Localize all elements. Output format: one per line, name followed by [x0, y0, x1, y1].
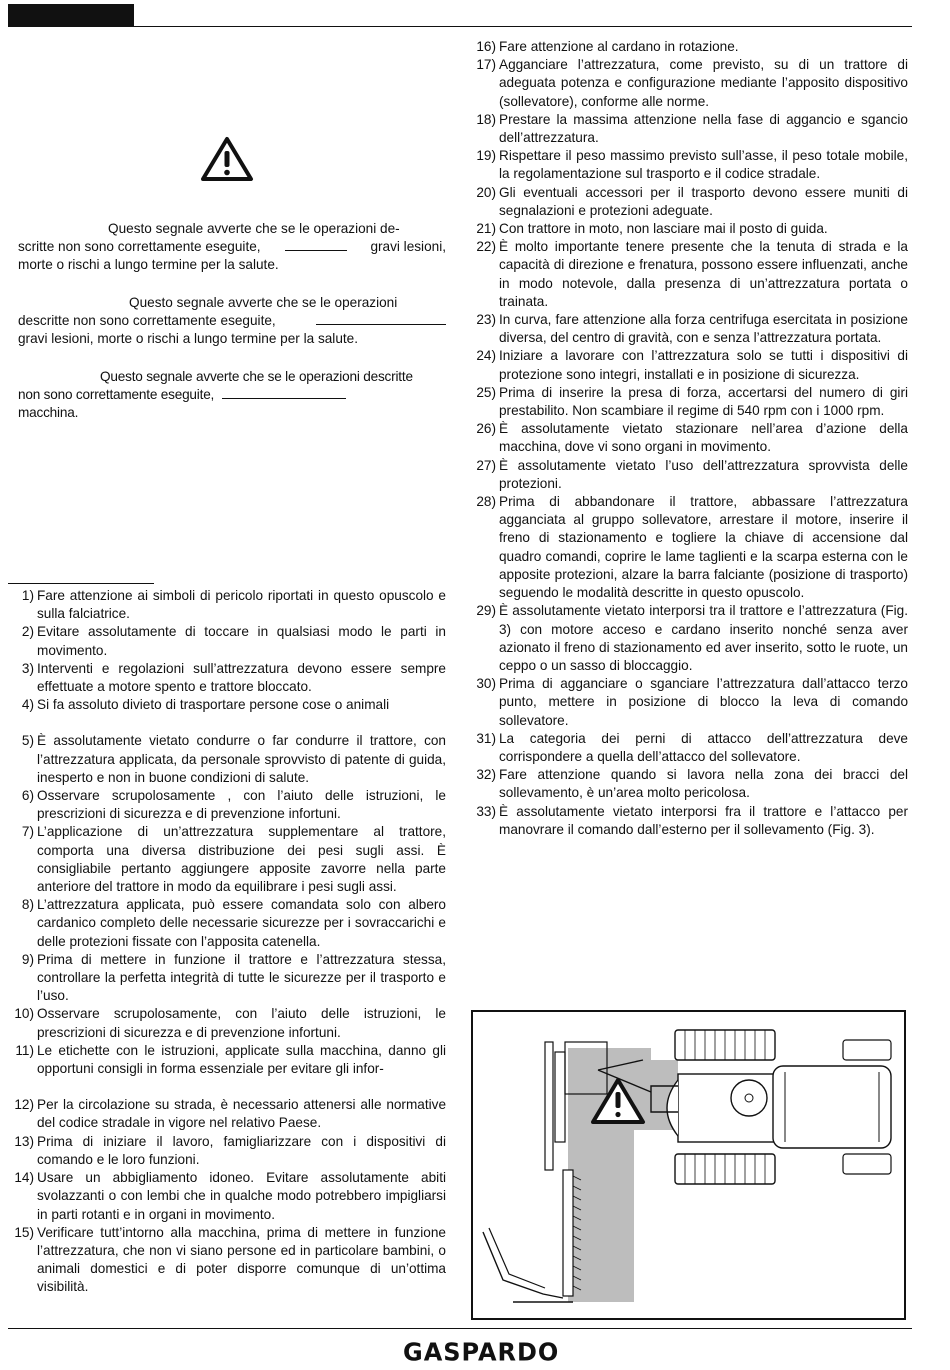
rule-text: Prima di mettere in funzione il trattore e l’attrezzatura stessa, controllare la perfetta integrità di tutte le sicurezze per il trasporto e l’uso. [37, 951, 446, 1004]
rule-number: 20) [476, 184, 496, 200]
rule-item [8, 823, 446, 896]
rule-number: 15) [14, 1224, 34, 1240]
rule-number: 29) [476, 603, 496, 619]
rule-item [8, 1224, 446, 1297]
signal-danger [18, 220, 446, 274]
safety-rules-right [470, 38, 908, 839]
rule-number: 19) [476, 148, 496, 164]
rule-item [8, 1096, 446, 1132]
signal-danger-line2a: scritte non sono correttamente eseguite, [18, 239, 261, 254]
rule-item [470, 184, 908, 220]
rule-text: L’applicazione di un’attrezzatura supplementare al trattore, comporta una diversa distribuzione dei pesi sugli assi. È consigliabile pertanto aggiungere apposite zavorre nella parte anteriore del trattore in modo da equilibrare i pesi sugli assi. [37, 824, 446, 895]
rule-item [8, 787, 446, 823]
rule-number: 4) [21, 697, 34, 713]
rule-item [470, 803, 908, 839]
rule-text: Fare attenzione al cardano in rotazione. [499, 39, 739, 54]
rule-item [8, 587, 446, 623]
rule-item [470, 238, 908, 311]
rule-number: 3) [21, 660, 34, 676]
rule-number: 1) [21, 588, 34, 603]
rule-text: È molto importante tenere presente che la tenuta di strada e la capacità di direzione e frenatura, possono essere influenzati, anche in modo notevole, dalla presenza di un’attrezzatura portata o trainata. [499, 239, 908, 309]
rule-number: 16) [476, 39, 496, 54]
rule-number: 31) [476, 730, 496, 746]
rule-text: È assolutamente vietato interporsi fra il trattore e l’attacco per manovrare il comando dall’esterno per il sollevamento (Fig. 3). [499, 803, 908, 837]
rule-item [470, 384, 908, 420]
section-heading-rule [8, 583, 154, 584]
brand-logo: GASPARDO [403, 1337, 560, 1367]
rule-text: Osservare scrupolosamente, con l’aiuto delle istruzioni, le prescrizioni di sicurezza e di prevenzione infortuni. [37, 1006, 446, 1040]
rule-item [8, 660, 446, 696]
rule-number: 33) [476, 803, 496, 819]
signal-caution-line2: non sono correttamente eseguite, [18, 387, 215, 402]
rule-item [8, 896, 446, 951]
rule-item [470, 311, 908, 347]
signal-warning-line1: Questo segnale avverte che se le operazioni [129, 295, 398, 310]
footer-rule [8, 1328, 912, 1329]
rule-number: 8) [21, 897, 34, 913]
rule-item [8, 696, 446, 714]
rule-text: Fare attenzione quando si lavora nella zona dei bracci del sollevamento, è un’area molto pericolosa. [499, 767, 908, 801]
rule-item [8, 1005, 446, 1041]
rule-item [8, 623, 446, 659]
rule-number: 30) [476, 676, 496, 692]
rule-text: Evitare assolutamente di toccare in qualsiasi modo le parti in movimento. [37, 624, 446, 658]
rule-text: Prima di iniziare il lavoro, famigliarizzare con i dispositivi di comando e le loro funzioni. [37, 1133, 446, 1167]
rule-number: 24) [476, 348, 496, 364]
signal-warning-blank [316, 312, 446, 325]
rule-text: Rispettare il peso massimo previsto sull’asse, il peso totale mobile, la regolamentazione sul trasporto e il codice stradale. [499, 148, 908, 182]
rule-text: Per la circolazione su strada, è necessario attenersi alle normative del codice stradale in vigore nel relativo Paese. [37, 1097, 446, 1131]
rule-text: Le etichette con le istruzioni, applicate sulla macchina, danno gli opportuni consigli in forma essenziale per evitare gli infor- [37, 1042, 446, 1077]
rule-text: Prima di inserire la presa di forza, accertarsi del numero di giri prestabilito. Non scambiare il regime di 540 rpm con i 1000 rpm. [499, 384, 908, 419]
rule-number: 22) [476, 239, 496, 255]
signal-danger-line3: morte o rischi a lungo termine per la salute. [18, 257, 279, 272]
rule-text: La categoria dei perni di attacco dell’attrezzatura deve corrispondere a quella dell’attacco del sollevatore. [499, 730, 908, 764]
rule-number: 28) [476, 494, 496, 510]
header-tab [8, 4, 134, 27]
rule-item [8, 1042, 446, 1078]
rule-item [470, 347, 908, 383]
rule-text: Osservare scrupolosamente , con l’aiuto delle istruzioni, le prescrizioni di sicurezza e di prevenzione infortuni. [37, 788, 446, 822]
signal-caution [18, 368, 446, 422]
rule-text: Verificare tutt’intorno alla macchina, prima di mettere in funzione l’attrezzatura, che non vi siano persone ed in particolare bambini, o animali domestici e di poter disporre comunque di un’ottima visibilità. [37, 1224, 446, 1295]
rule-text: Interventi e regolazioni sull’attrezzatura devono essere sempre effettuate a motore spento e trattore bloccato. [37, 660, 446, 695]
rule-item [8, 1169, 446, 1224]
signal-warning [18, 294, 446, 348]
signal-danger-line2b: gravi lesioni, [370, 239, 446, 254]
rule-text: Con trattore in moto, non lasciare mai il posto di guida. [499, 221, 828, 237]
rule-number: 7) [21, 824, 34, 840]
rule-text: Fare attenzione ai simboli di pericolo riportati in questo opuscolo e sulla falciatrice. [37, 588, 446, 622]
rule-item [8, 732, 446, 787]
rule-number: 5) [21, 733, 34, 749]
rule-number: 18) [476, 111, 496, 127]
rule-number: 10) [14, 1006, 34, 1022]
rule-number: 9) [21, 951, 34, 967]
rule-number: 27) [476, 457, 496, 473]
rule-text: Usare un abbigliamento idoneo. Evitare assolutamente abiti svolazzanti o con lembi che in qualche modo potrebbero impigliarsi in parti rotanti e in organi in movimento. [37, 1170, 446, 1222]
rule-item [470, 457, 908, 493]
rule-number: 6) [21, 788, 34, 804]
signal-warning-line2: descritte non sono correttamente eseguite, [18, 313, 276, 328]
rule-item [470, 420, 908, 456]
rule-item [470, 38, 908, 56]
header-rule [134, 26, 912, 27]
rule-item [470, 220, 908, 238]
rule-text: L’attrezzatura applicata, può essere comandata solo con albero cardanico completo delle necessarie sicurezze per i sovraccarichi e delle protezioni fissate con l’apposita catenella. [37, 897, 446, 949]
rule-item [470, 675, 908, 730]
rule-text: È assolutamente vietato condurre o far condurre il trattore, con l’attrezzatura applicata, da personale sprovvisto di patente di guida, inesperto e non in buone condizioni di salute. [37, 733, 446, 785]
rule-text: È assolutamente vietato interporsi tra il trattore e l’attrezzatura (Fig. 3) con motore acceso e cardano inserito nonché senza aver azionato il freno di stazionamento ed aver inserito, sotto le ruote, un ceppo o un sasso di bloccaggio. [499, 603, 908, 673]
rule-item [8, 951, 446, 1006]
rule-number: 25) [476, 384, 496, 400]
rule-item [470, 602, 908, 675]
rule-number: 2) [21, 624, 34, 640]
rule-text: In curva, fare attenzione alla forza centrifuga esercitata in posizione diversa, del centro di gravità, con e senza l’attrezzatura portata. [499, 312, 908, 346]
rule-item [470, 730, 908, 766]
rule-number: 21) [476, 221, 496, 237]
rule-text: È assolutamente vietato stazionare nell’area d’azione della macchina, dove vi sono organi in movimento. [499, 421, 908, 455]
rule-text: Iniziare a lavorare con l’attrezzatura solo se tutti i dispositivi di protezione sono integri, installati e in posizione di sicurezza. [499, 348, 908, 382]
rule-text: Si fa assoluto divieto di trasportare persone cose o animali [37, 697, 390, 713]
rule-item [470, 493, 908, 602]
rule-number: 14) [14, 1170, 34, 1186]
rule-number: 11) [15, 1042, 34, 1058]
rule-item [8, 1133, 446, 1169]
rule-text: Agganciare l’attrezzatura, come previsto, su di un trattore di adeguata potenza e configurazione mediante l’apposito dispositivo (sollevatore), conforme alle norme. [499, 57, 908, 109]
signal-caution-blank [222, 386, 346, 399]
rule-item [470, 111, 908, 147]
rule-number: 26) [476, 421, 496, 437]
signal-danger-line1: Questo segnale avverte che se le operazioni de- [108, 221, 400, 236]
tractor-mower-diagram [473, 1012, 904, 1318]
rule-number: 32) [476, 767, 496, 783]
rule-number: 12) [14, 1097, 34, 1113]
rule-item [470, 56, 908, 111]
rule-text: Prima di agganciare o sganciare l’attrezzatura dall’attacco terzo punto, mettere in posizione di blocco la leva di comando sollevatore. [499, 676, 908, 728]
rule-item [470, 147, 908, 183]
rule-number: 23) [476, 312, 496, 328]
rule-text: Prima di abbandonare il trattore, abbassare l’attrezzatura agganciata al gruppo sollevatore, arrestare il motore, inserire il freno di stazionamento e togliere la chiave di accensione dal quadro comandi, coprire le lame taglienti e la scarpa esterna con le apposite protezioni, alzare la barra falciante (posizione di trasporto) seguendo le modalità descritte in questo opuscolo. [499, 494, 908, 601]
warning-triangle-icon [200, 136, 254, 182]
signal-caution-line3: macchina. [18, 405, 79, 420]
rule-text: Prestare la massima attenzione nella fase di aggancio e sgancio dell’attrezzatura. [499, 111, 908, 146]
signal-caution-line1: Questo segnale avverte che se le operazioni descritte [100, 369, 413, 384]
signal-warning-line3: gravi lesioni, morte o rischi a lungo termine per la salute. [18, 331, 359, 346]
signal-danger-blank [285, 238, 347, 251]
rule-number: 13) [14, 1133, 34, 1149]
rule-item [470, 766, 908, 802]
rule-number: 17) [476, 57, 496, 73]
rule-text: È assolutamente vietato l’uso dell’attrezzatura sprovvista delle protezioni. [499, 457, 908, 491]
rule-text: Gli eventuali accessori per il trasporto devono essere muniti di segnalazioni e protezioni adeguate. [499, 184, 908, 218]
figure-danger-zone [471, 1010, 906, 1320]
safety-rules-left [8, 587, 446, 1297]
